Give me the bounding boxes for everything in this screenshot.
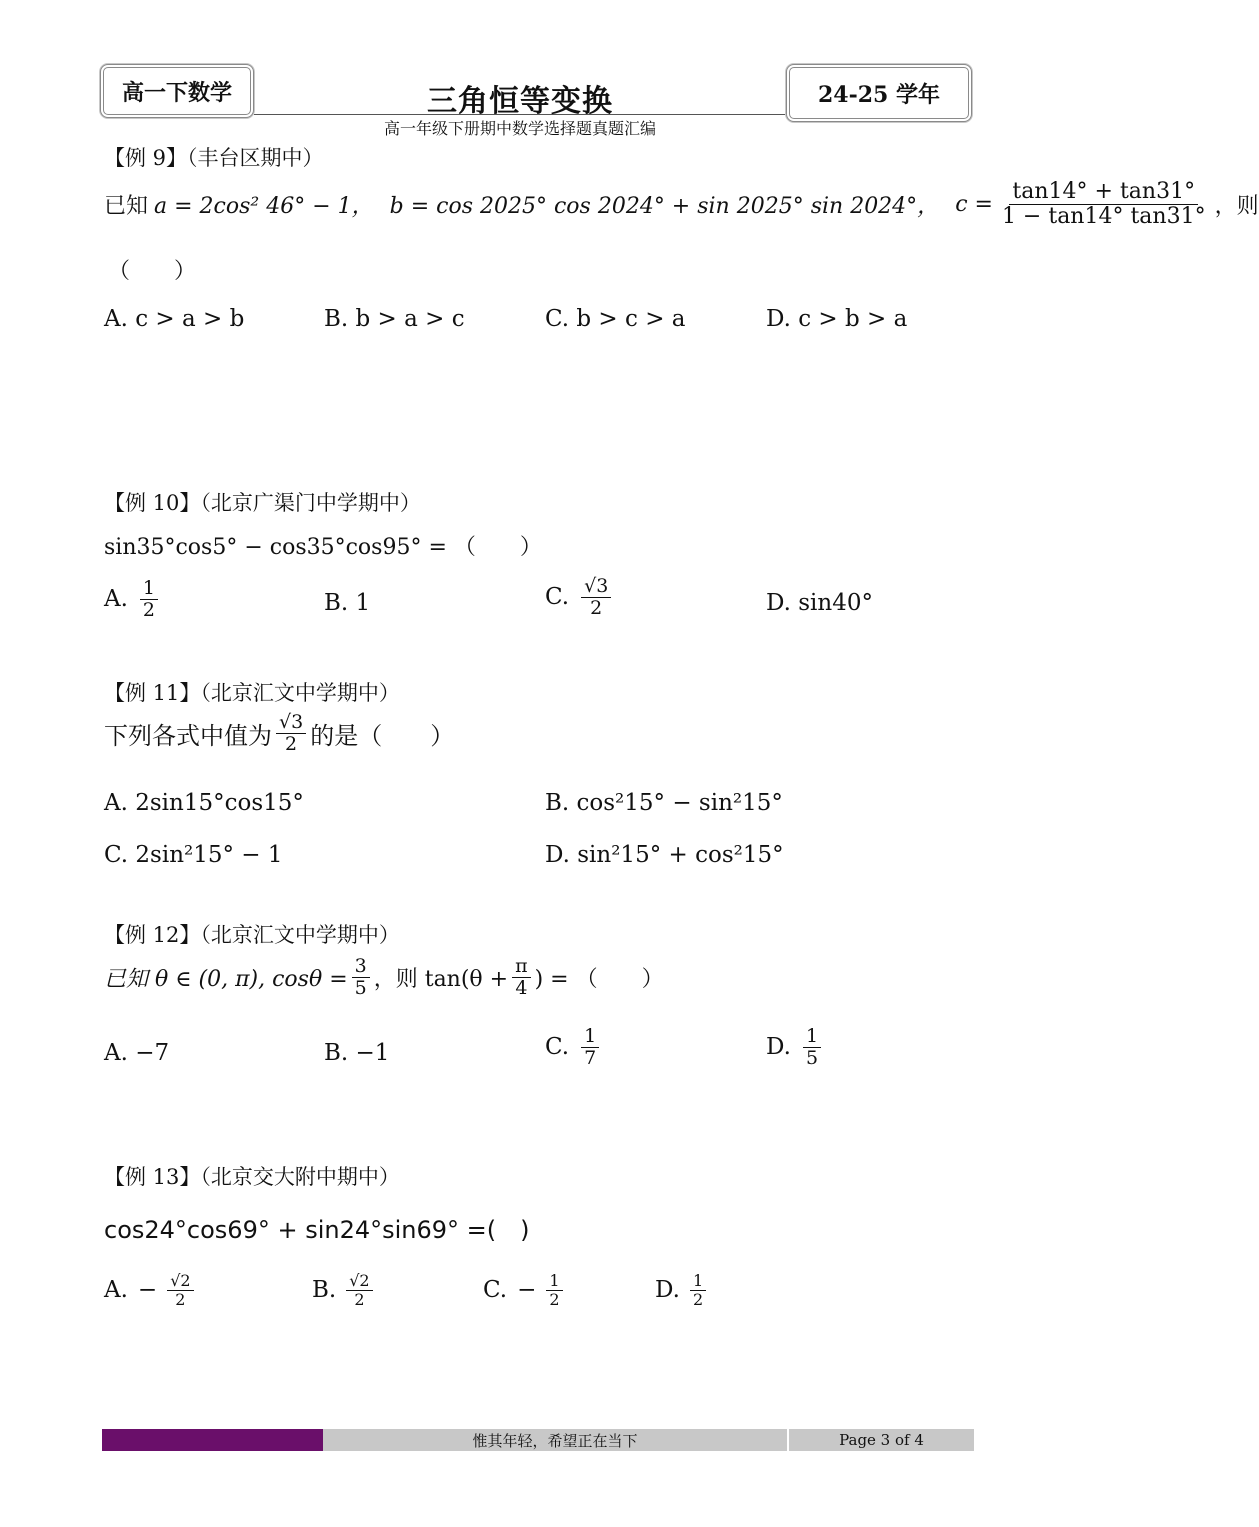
- page-number: Page 3 of 4: [839, 1431, 924, 1449]
- minus-sign: −: [137, 1277, 158, 1304]
- course-badge: [100, 64, 254, 118]
- example-13-stem: cos24°cos69° + sin24°sin69° =( ): [104, 1216, 530, 1244]
- example-9-stem: [104, 180, 1259, 229]
- numerator: 1: [546, 1272, 562, 1291]
- example-12-option-c: [545, 1026, 599, 1069]
- example-12-stem: [104, 956, 664, 999]
- example-11-heading: 【例 11】（北京汇文中学期中）: [104, 681, 400, 705]
- stem-suffix: 的是（ ）: [310, 721, 455, 750]
- denominator: 2: [285, 732, 298, 755]
- denominator: 2: [175, 1289, 186, 1309]
- example-10-stem: sin35°cos5° − cos35°cos95° = （ ）: [104, 535, 542, 560]
- example-9-option-d: D. c > b > a: [766, 306, 908, 332]
- a-expression: a = 2cos² 46° − 1，: [154, 194, 374, 220]
- page-title: 三角恒等变换: [427, 84, 613, 119]
- example-12-option-b: B. −1: [324, 1040, 390, 1066]
- numerator: π: [512, 956, 531, 978]
- example-10-option-d: D. sin40°: [766, 590, 873, 616]
- fraction-pi-4: [512, 956, 531, 999]
- denominator: 7: [584, 1046, 597, 1069]
- option-label: C.: [545, 584, 570, 611]
- example-9-answer-blank: （ ）: [108, 259, 197, 284]
- example-9-option-a: A. c > a > b: [104, 306, 245, 332]
- example-13-option-d: [655, 1272, 706, 1308]
- fraction: [167, 1272, 193, 1308]
- denominator: 4: [515, 976, 528, 999]
- example-10-option-a: [104, 578, 158, 621]
- footer-motto: 惟其年轻，希望正在当下: [472, 1431, 638, 1450]
- numerator: 3: [352, 956, 370, 978]
- course-badge-label: 高一下数学: [121, 79, 232, 106]
- numerator: 1: [140, 578, 158, 600]
- denominator: 2: [142, 598, 156, 621]
- stem-part-a: 已知 θ ∈ (0, π), cosθ =: [104, 966, 348, 992]
- c-denominator: 1 − tan14° tan31°: [1001, 204, 1206, 230]
- fraction: [546, 1272, 562, 1308]
- example-12-option-d: [766, 1026, 821, 1069]
- example-9-option-b: B. b > a > c: [324, 306, 465, 332]
- numerator: 1: [803, 1026, 821, 1048]
- option-label: D.: [766, 1034, 791, 1061]
- example-10-option-b: B. 1: [324, 590, 371, 616]
- option-label: C.: [483, 1277, 508, 1304]
- stem-part-c: ) = （ ）: [534, 966, 664, 992]
- denominator: 2: [692, 1289, 704, 1309]
- example-12-heading: 【例 12】（北京汇文中学期中）: [104, 923, 400, 947]
- stem-suffix: ，则: [1214, 194, 1259, 220]
- numerator: √2: [167, 1272, 193, 1291]
- denominator: 2: [590, 596, 603, 619]
- example-11-option-c: C. 2sin²15° − 1: [104, 842, 283, 868]
- denominator: 2: [354, 1289, 365, 1309]
- fraction: [581, 576, 611, 619]
- denominator: 5: [354, 976, 367, 999]
- stem-prefix: 下列各式中值为: [104, 721, 272, 750]
- footer-accent-bar: [102, 1429, 323, 1451]
- example-13-heading: 【例 13】（北京交大附中期中）: [104, 1165, 400, 1189]
- example-11-option-d: D. sin²15° + cos²15°: [545, 842, 784, 868]
- example-13-option-c: [483, 1272, 563, 1308]
- minus-sign: −: [517, 1277, 537, 1304]
- denominator: 2: [549, 1289, 560, 1309]
- fraction: [276, 712, 306, 755]
- example-12-option-a: A. −7: [104, 1040, 170, 1066]
- page-subtitle: 高一年级下册期中数学选择题真题汇编: [383, 119, 656, 138]
- b-expression: b = cos 2025° cos 2024° + sin 2025° sin 2024°，: [389, 194, 940, 220]
- numerator: √3: [276, 712, 306, 734]
- fraction: [803, 1026, 821, 1069]
- fraction: [690, 1272, 706, 1308]
- example-13-option-a: [104, 1272, 194, 1308]
- example-10-option-c: [545, 576, 611, 619]
- numerator: 1: [690, 1272, 706, 1291]
- stem-prefix: 已知: [104, 194, 149, 220]
- denominator: 5: [805, 1046, 819, 1069]
- numerator: √3: [581, 576, 611, 598]
- fraction-3-5: [352, 956, 370, 999]
- numerator: √2: [346, 1272, 372, 1291]
- fraction: [140, 578, 158, 621]
- year-badge-label: 24-25 学年: [817, 81, 941, 108]
- c-fraction: [999, 180, 1209, 229]
- example-11-stem: [104, 712, 454, 755]
- footer-motto-bar: [323, 1429, 787, 1451]
- numerator: 1: [581, 1026, 599, 1048]
- fraction: [346, 1272, 372, 1308]
- example-9-heading: 【例 9】（丰台区期中）: [104, 146, 324, 170]
- option-label: C.: [545, 1034, 570, 1061]
- c-numerator: tan14° + tan31°: [1009, 180, 1198, 205]
- option-label: B.: [312, 1277, 337, 1304]
- example-11-option-b: B. cos²15° − sin²15°: [545, 790, 783, 816]
- year-badge: [786, 64, 972, 122]
- option-label: A.: [104, 1277, 128, 1304]
- fraction: [581, 1026, 599, 1069]
- example-9-option-c: C. b > c > a: [545, 306, 686, 332]
- option-label: D.: [655, 1277, 680, 1304]
- example-11-option-a: A. 2sin15°cos15°: [104, 790, 304, 816]
- option-label: A.: [104, 586, 128, 613]
- example-13-option-b: [312, 1272, 373, 1308]
- footer-page-bar: [789, 1429, 974, 1451]
- stem-part-b: ，则 tan(θ +: [373, 966, 509, 992]
- example-10-heading: 【例 10】（北京广渠门中学期中）: [104, 491, 421, 515]
- c-lhs: c =: [955, 192, 993, 218]
